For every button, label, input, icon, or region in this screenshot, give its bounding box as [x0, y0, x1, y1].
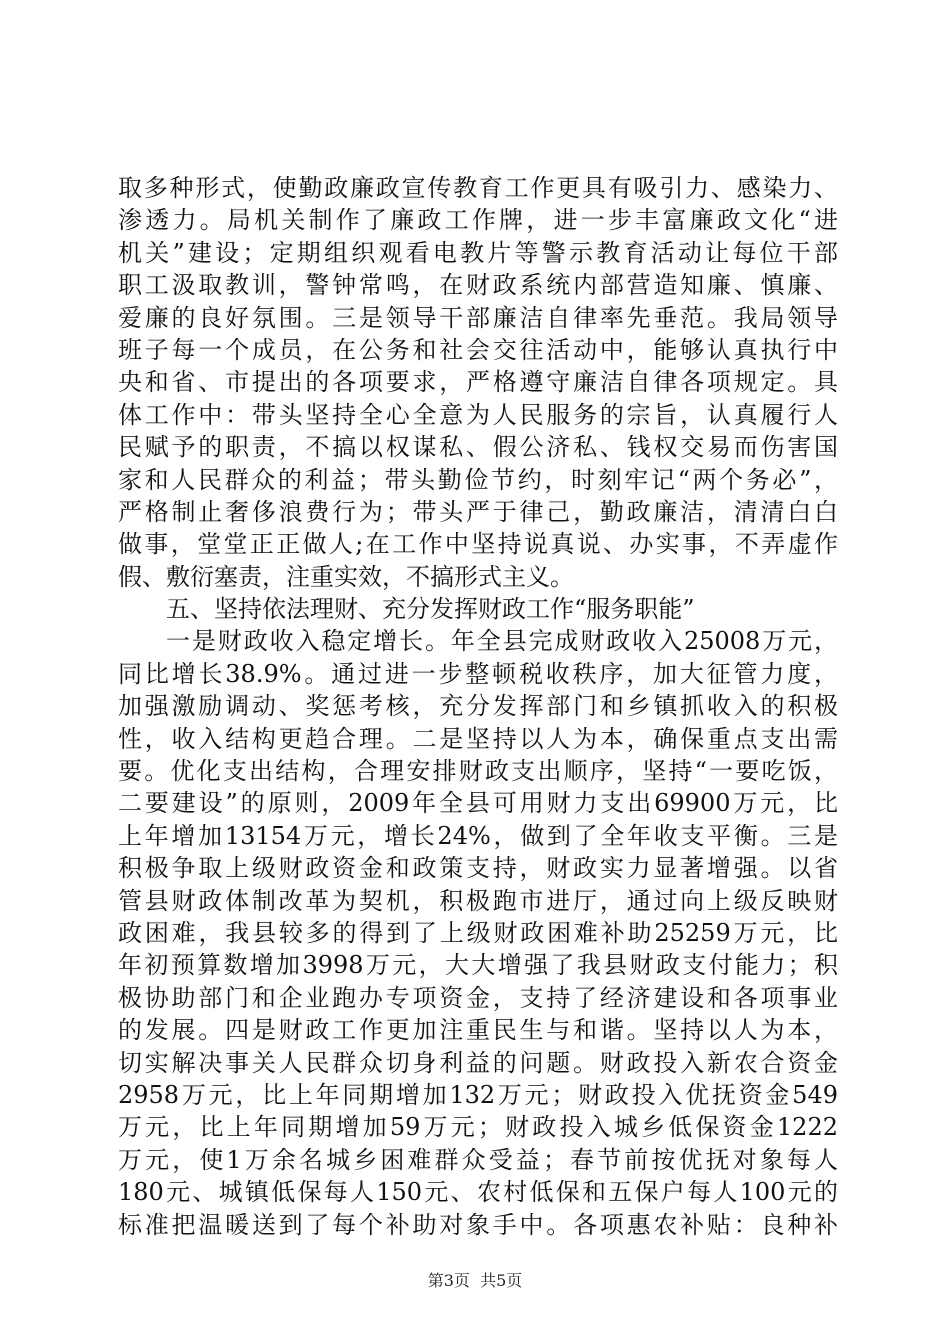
text-line: 班子每一个成员，在公务和社会交往活动中，能够认真执行中: [118, 335, 838, 364]
text-line: 假、敷衍塞责，注重实效，不搞形式主义。: [118, 562, 574, 591]
text-line: 取多种形式，使勤政廉政宣传教育工作更具有吸引力、感染力、: [118, 174, 838, 202]
text-line: 积极争取上级财政资金和政策支持，财政实力显著增强。以省: [118, 854, 838, 883]
page-footer: [0, 1271, 950, 1291]
section-heading: 五、坚持依法理财、充分发挥财政工作“服务职能”: [166, 595, 695, 624]
text-line: 年初预算数增加3998万元，大大增强了我县财政支付能力；积: [118, 951, 838, 980]
text-line: 2958万元，比上年同期增加132万元；财政投入优抚资金549: [118, 1080, 838, 1109]
text-line: 渗透力。局机关制作了廉政工作牌，进一步丰富廉政文化“进: [118, 206, 838, 235]
text-line: 二要建设”的原则，2009年全县可用财力支出69900万元，比: [118, 789, 838, 818]
text-line: 政困难，我县较多的得到了上级财政困难补助25259万元，比: [118, 918, 838, 947]
text-line: 体工作中：带头坚持全心全意为人民服务的宗旨，认真履行人: [118, 400, 838, 429]
text-line: 180元、城镇低保每人150元、农村低保和五保户每人100元的: [118, 1178, 838, 1207]
text-line: 万元，比上年同期增加59万元；财政投入城乡低保资金1222: [118, 1113, 838, 1142]
text-line: 标准把温暖送到了每个补助对象手中。各项惠农补贴：良种补: [118, 1210, 838, 1239]
text-line: 万元，使1万余名城乡困难群众受益；春节前按优抚对象每人: [118, 1145, 838, 1174]
page-number: 第3页: [427, 1271, 470, 1290]
text-line: 上年增加13154万元，增长24%，做到了全年收支平衡。三是: [118, 821, 838, 850]
text-line: 机关”建设；定期组织观看电教片等警示教育活动让每位干部: [118, 238, 838, 267]
text-line: 民赋予的职责，不搞以权谋私、假公济私、钱权交易而伤害国: [118, 433, 838, 462]
text-line: 加强激励调动、奖惩考核，充分发挥部门和乡镇抓收入的积极: [118, 692, 838, 721]
text-line: 家和人民群众的利益；带头勤俭节约，时刻牢记“两个务必”，: [118, 465, 838, 494]
text-line: 性，收入结构更趋合理。二是坚持以人为本，确保重点支出需: [118, 724, 838, 753]
text-line: 要。优化支出结构，合理安排财政支出顺序，坚持“一要吃饭，: [118, 757, 838, 786]
text-line: 管县财政体制改革为契机，积极跑市进厅，通过向上级反映财: [118, 886, 838, 915]
text-line: 一是财政收入稳定增长。年全县完成财政收入25008万元，: [166, 627, 838, 656]
text-line: 切实解决事关人民群众切身利益的问题。财政投入新农合资金: [118, 1048, 838, 1077]
footer-separator: [470, 1271, 480, 1290]
text-line: 同比增长38.9%。通过进一步整顿税收秩序，加大征管力度，: [118, 659, 838, 688]
page-total: 共5页: [480, 1271, 523, 1290]
body-text: [118, 172, 838, 1241]
text-line: 严格制止奢侈浪费行为；带头严于律己，勤政廉洁，清清白白: [118, 497, 838, 526]
text-line: 央和省、市提出的各项要求，严格遵守廉洁自律各项规定。具: [118, 368, 838, 397]
text-line: 爱廉的良好氛围。三是领导干部廉洁自律率先垂范。我局领导: [118, 303, 838, 332]
text-line: 职工汲取教训，警钟常鸣，在财政系统内部营造知廉、慎廉、: [118, 271, 838, 300]
text-line: 做事，堂堂正正做人;在工作中坚持说真说、办实事，不弄虚作: [118, 530, 838, 559]
text-line: 极协助部门和企业跑办专项资金，支持了经济建设和各项事业: [118, 983, 838, 1012]
text-line: 的发展。四是财政工作更加注重民生与和谐。坚持以人为本，: [118, 1016, 838, 1045]
